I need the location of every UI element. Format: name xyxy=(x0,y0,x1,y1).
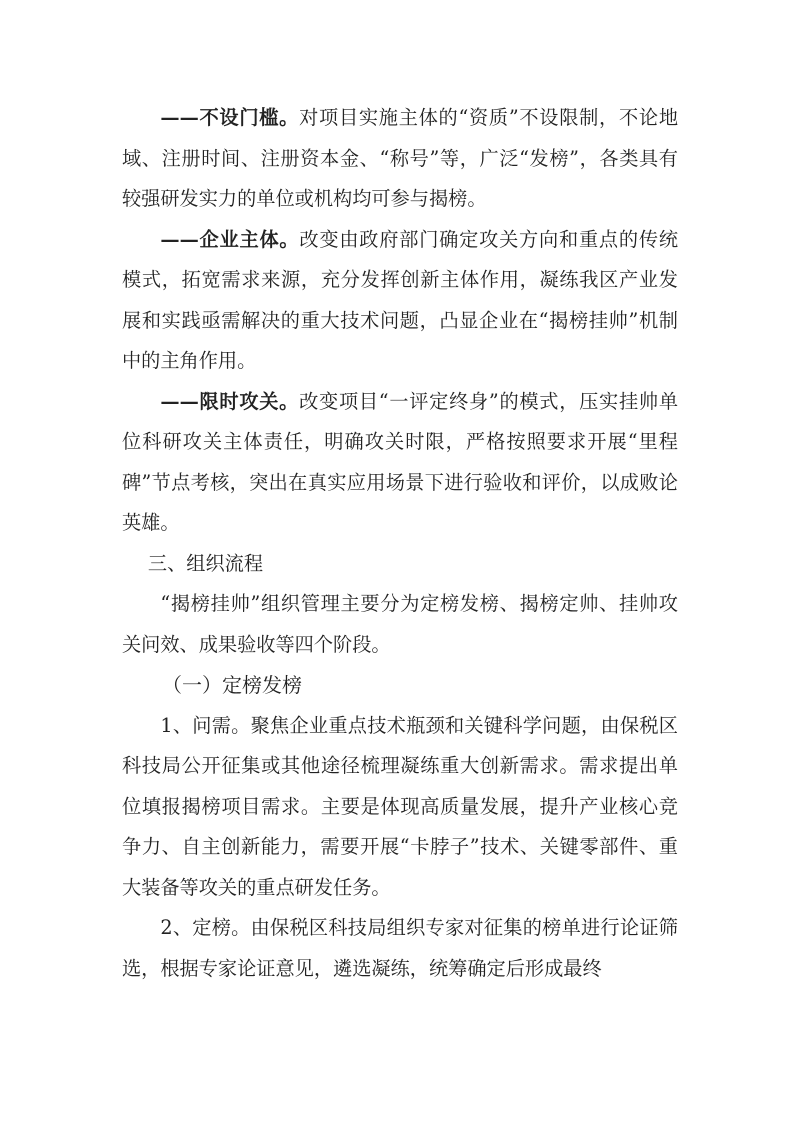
paragraph-text: 对项目实施主体的“资质”不设限制，不论地域、注册时间、注册资本金、“称号”等，广泛“发榜”，各类具有较强研发实力的单位或机构均可参与揭榜。 xyxy=(122,106,679,210)
paragraph-time-limit xyxy=(122,382,678,544)
document-body xyxy=(122,98,678,989)
paragraph-text: 改变由政府部门确定攻关方向和重点的传统模式，拓宽需求来源，充分发挥创新主体作用，凝练我区产业发展和实践亟需解决的重大技术问题，凸显企业在“揭榜挂帅”机制中的主角作用。 xyxy=(122,227,679,372)
paragraph-lead: ——限时攻关。 xyxy=(160,389,300,413)
paragraph-enterprise xyxy=(122,220,678,382)
paragraph-lead: ——不设门槛。 xyxy=(160,106,300,129)
list-item: 1、问需。聚焦企业重点技术瓶颈和关键科学问题，由保税区科技局公开征集或其他途径梳理凝练重大创新需求。需求提出单位填报揭榜项目需求。主要是体现高质量发展，提升产业核心竞争力、自主创新能力，需要开展“卡脖子”技术、关键零部件、重大装备等攻关的重点研发任务。 xyxy=(122,713,678,899)
subsection-title: （一）定榜发榜 xyxy=(162,673,302,697)
paragraph-text: 改变项目“一评定终身”的模式，压实挂帅单位科研攻关主体责任，明确攻关时限，严格按照要求开展“里程碑”节点考核，突出在真实应用场景下进行验收和评价，以成败论英雄。 xyxy=(122,389,679,534)
section-title: 三、组织流程 xyxy=(147,551,264,575)
section-intro: “揭榜挂帅”组织管理主要分为定榜发榜、揭榜定帅、挂帅攻关问效、成果验收等四个阶段。 xyxy=(122,592,678,656)
list-item: 2、定榜。由保税区科技局组织专家对征集的榜单进行论证筛选，根据专家论证意见，遴选凝练，统筹确定后形成最终 xyxy=(122,916,678,980)
paragraph-lead: ——企业主体。 xyxy=(160,227,300,251)
paragraph-threshold xyxy=(122,98,678,220)
